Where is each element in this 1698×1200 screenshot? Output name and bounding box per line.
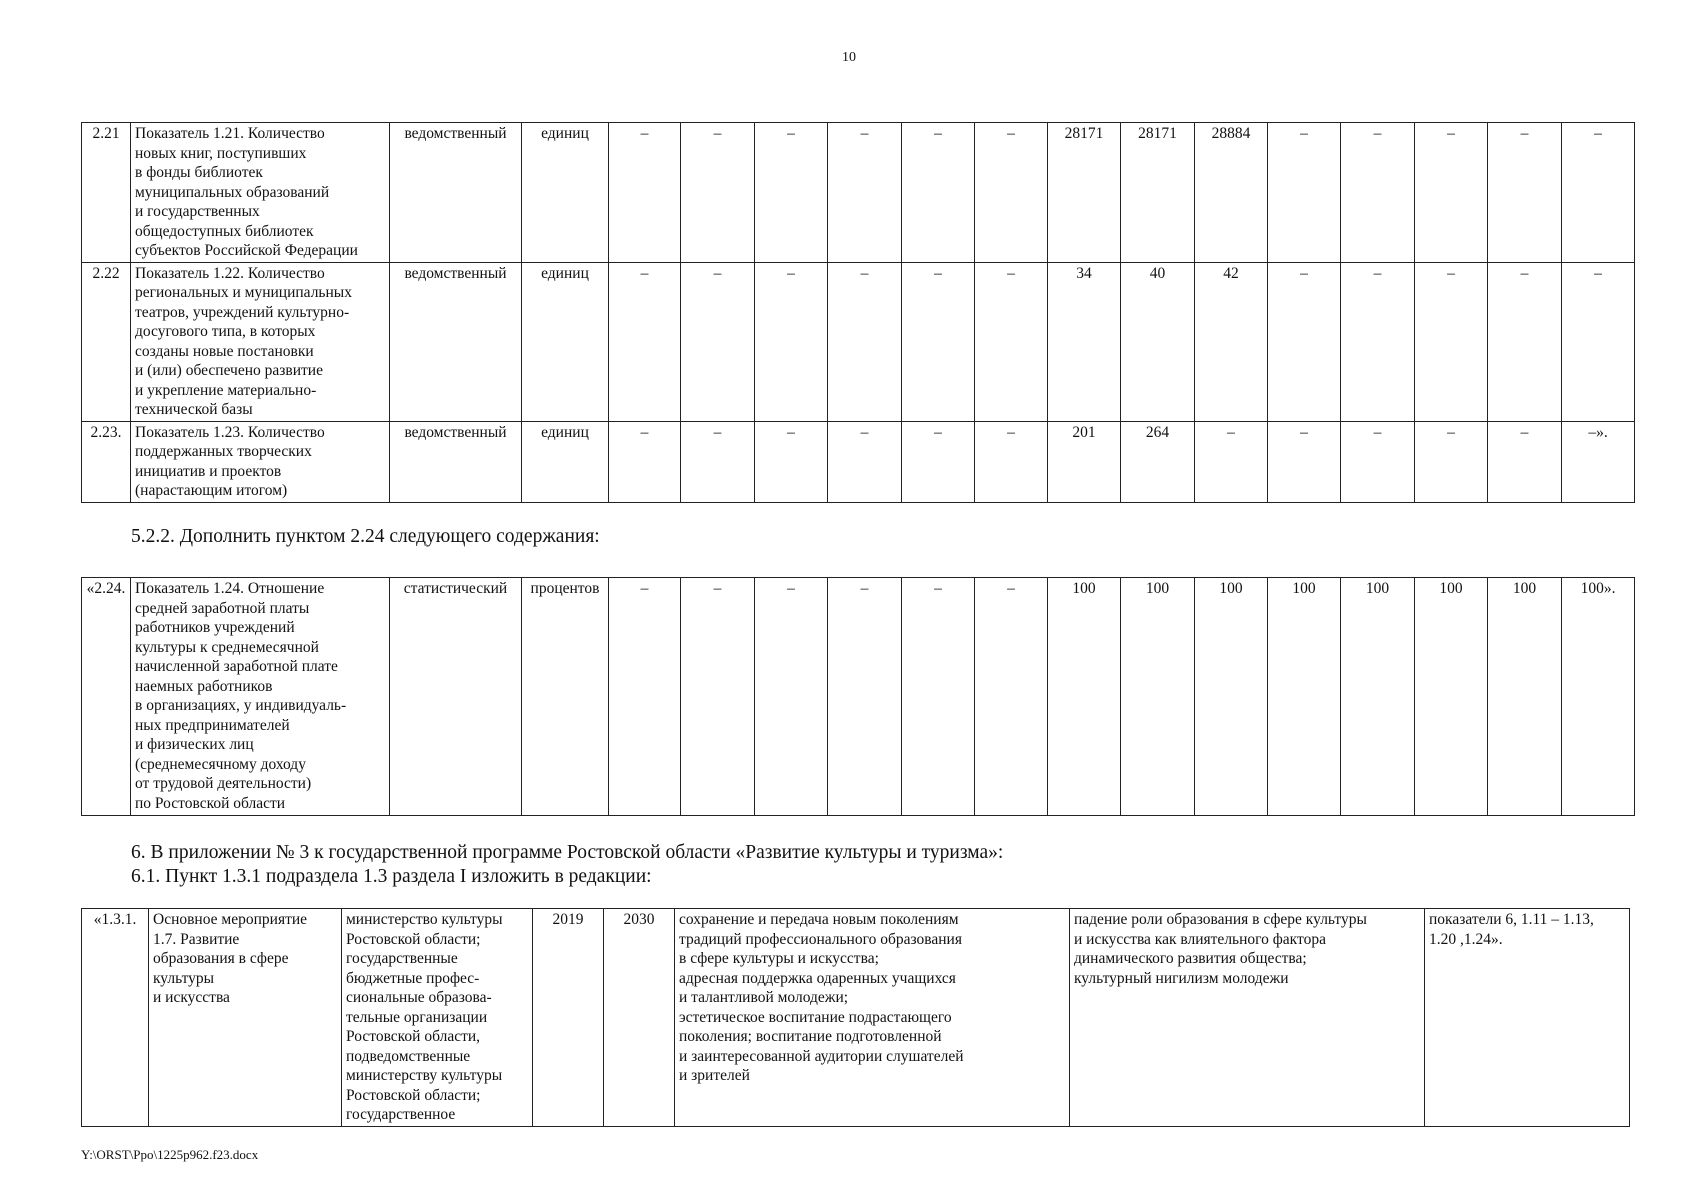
indicator-value: – [1488,123,1562,263]
indicator-value: – [1268,123,1341,263]
indicator-value: – [681,578,755,816]
measure-number: «1.3.1. [82,909,149,1127]
indicator-value: – [902,578,975,816]
indicator-value: 100 [1488,578,1562,816]
indicator-value: 42 [1195,262,1268,421]
indicator-value: – [1268,262,1341,421]
indicator-value: – [1341,421,1415,502]
indicator-value: 28171 [1121,123,1195,263]
indicator-row [82,262,1635,421]
indicator-unit: единиц [522,262,609,421]
indicator-value: – [1415,123,1488,263]
indicator-value: 100 [1415,578,1488,816]
indicators-table-1 [81,122,1635,503]
indicator-value: –». [1562,421,1635,502]
indicator-value: – [609,578,681,816]
indicator-value: – [975,262,1048,421]
measure-start-year: 2019 [533,909,604,1127]
indicator-type: ведомственный [390,421,522,502]
indicator-unit: процентов [522,578,609,816]
indicator-value: – [902,262,975,421]
indicator-value: – [1562,262,1635,421]
indicator-value: – [681,421,755,502]
indicator-value: 201 [1048,421,1121,502]
indicator-value: 28171 [1048,123,1121,263]
indicator-value: – [902,123,975,263]
indicator-value: 100». [1562,578,1635,816]
indicator-type: статистический [390,578,522,816]
indicator-value: – [681,123,755,263]
indicator-value: – [975,578,1048,816]
indicator-value: 100 [1048,578,1121,816]
indicator-number: 2.22 [82,262,131,421]
indicator-value: 40 [1121,262,1195,421]
indicator-value: – [1341,262,1415,421]
indicator-value: – [609,421,681,502]
indicator-value: – [828,421,902,502]
file-path-footer: Y:\ORST\Ppo\1225p962.f23.docx [81,1147,259,1162]
indicator-value: – [755,421,828,502]
indicator-number: «2.24. [82,578,131,816]
measure-expected-result: сохранение и передача новым поколениям традиций профессионального образования в сфере культуры и искусства; адресная поддержка одаренных учащихся и талантливой молодежи; эстетическое воспитание подрастающего поколения; воспитание подготовленной и заинтересованной аудитории слушателей и зрителей [675,909,1070,1127]
indicator-name: Показатель 1.21. Количество новых книг, поступивших в фонды библиотек муниципальных образований и государственных общедоступных библиотек субъектов Российской Федерации [131,123,390,263]
indicator-value: 100 [1268,578,1341,816]
indicator-value: 100 [1195,578,1268,816]
indicator-value: – [1268,421,1341,502]
indicator-value: – [1415,421,1488,502]
measures-table [81,908,1630,1127]
indicator-value: – [755,123,828,263]
indicator-value: 34 [1048,262,1121,421]
paragraph-5-2-2: 5.2.2. Дополнить пунктом 2.24 следующего содержания: [131,526,600,547]
indicator-unit: единиц [522,421,609,502]
indicator-value: 264 [1121,421,1195,502]
page-number: 10 [842,50,856,65]
measure-indicators: показатели 6, 1.11 – 1.13, 1.20 ,1.24». [1425,909,1630,1127]
indicator-value: – [1195,421,1268,502]
paragraph-6: 6. В приложении № 3 к государственной программе Ростовской области «Развитие культуры и туризма»: [131,842,1004,863]
indicator-value: – [828,262,902,421]
indicator-value: – [975,421,1048,502]
measure-consequences: падение роли образования в сфере культуры и искусства как влиятельного фактора динамического развития общества; культурный нигилизм молодежи [1070,909,1425,1127]
measure-end-year: 2030 [604,909,675,1127]
paragraph-6-1: 6.1. Пункт 1.3.1 подраздела 1.3 раздела I изложить в редакции: [131,866,652,887]
indicator-value: 100 [1341,578,1415,816]
indicator-name: Показатель 1.23. Количество поддержанных творческих инициатив и проектов (нарастающим итогом) [131,421,390,502]
indicator-value: – [1562,123,1635,263]
indicator-type: ведомственный [390,123,522,263]
indicator-name: Показатель 1.24. Отношение средней заработной платы работников учреждений культуры к среднемесячной начисленной заработной плате наемных работников в организациях, у индивидуаль- ных предпринимателей и физических лиц (среднемесячному доходу от трудовой деятельности) по Ростовской области [131,578,390,816]
indicator-unit: единиц [522,123,609,263]
indicator-value: – [828,578,902,816]
indicator-value: – [1415,262,1488,421]
indicator-row [82,123,1635,263]
indicator-value: – [609,123,681,263]
indicator-type: ведомственный [390,262,522,421]
indicator-value: – [902,421,975,502]
indicator-value: – [681,262,755,421]
indicators-table-2 [81,577,1635,816]
indicator-number: 2.21 [82,123,131,263]
indicator-value: 100 [1121,578,1195,816]
indicator-value: – [755,262,828,421]
measure-name: Основное мероприятие 1.7. Развитие образования в сфере культуры и искусства [149,909,342,1127]
indicator-row [82,578,1635,816]
indicator-value: – [1488,421,1562,502]
indicator-value: – [1488,262,1562,421]
indicator-name: Показатель 1.22. Количество региональных и муниципальных театров, учреждений культурно- досугового типа, в которых созданы новые постановки и (или) обеспечено развитие и укрепление материально- технической базы [131,262,390,421]
indicator-value: – [755,578,828,816]
indicator-number: 2.23. [82,421,131,502]
indicator-value: – [609,262,681,421]
measure-row-1-3-1 [82,909,1630,1127]
indicator-value: – [1341,123,1415,263]
indicator-value: – [975,123,1048,263]
indicator-value: – [828,123,902,263]
measure-executor: министерство культуры Ростовской области; государственные бюджетные профес- сиональные образова- тельные организации Ростовской области, подведомственные министерству культуры Ростовской области; государственное [342,909,533,1127]
indicator-value: 28884 [1195,123,1268,263]
indicator-row [82,421,1635,502]
